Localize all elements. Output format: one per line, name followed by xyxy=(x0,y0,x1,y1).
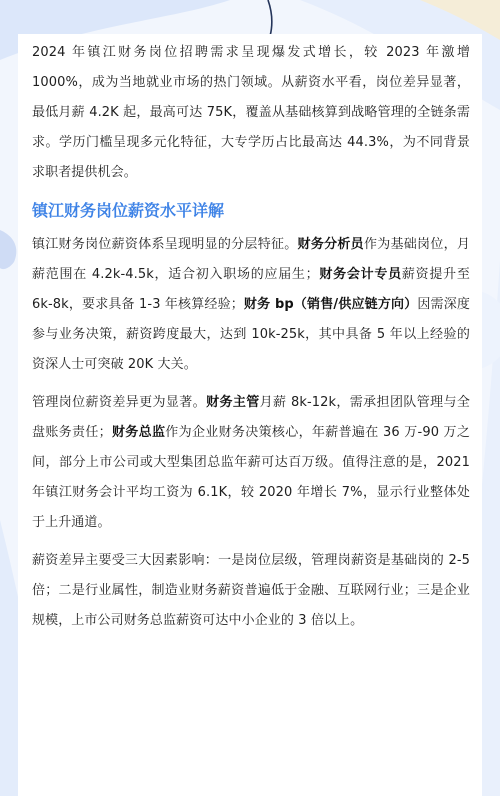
bold-term-accounting-specialist: 财务会计专员 xyxy=(318,267,402,282)
text-segment: 薪资提升至 6k-8k，要求具备 1-3 年核算经验； xyxy=(32,267,470,312)
bold-term-financial-analyst: 财务分析员 xyxy=(297,237,364,252)
text-segment: 作为基础岗位，月薪范围在 4.2k-4.5k，适合初入职场的应届生； xyxy=(32,237,470,282)
text-segment: 月薪 8k-12k，需承担团队管理与全盘账务责任； xyxy=(32,395,470,440)
section-heading: 镇江财务岗位薪资水平详解 xyxy=(32,201,225,220)
article-content xyxy=(32,38,470,644)
text-segment: 管理岗位薪资差异更为显著。 xyxy=(32,395,207,410)
text-segment: 作为企业财务决策核心，年薪普遍在 36 万-90 万之间，部分上市公司或大型集团总监年薪可达百万级。值得注意的是，2021 年镇江财务会计平均工资为 6.1K，较 2020 年增长 7%，显示行业整体处于上升通道。 xyxy=(32,425,470,530)
salary-tier-paragraph xyxy=(32,230,470,380)
management-salary-paragraph xyxy=(32,388,470,538)
bold-term-finance-bp: 财务 bp（销售/供应链方向） xyxy=(243,297,418,312)
text-segment: 镇江财务岗位薪资体系呈现明显的分层特征。 xyxy=(32,237,298,252)
intro-paragraph: 2024 年镇江财务岗位招聘需求呈现爆发式增长，较 2023 年激增 1000%，成为当地就业市场的热门领域。从薪资水平看，岗位差异显著，最低月薪 4.2K 起，最高可达 75K，覆盖从基础核算到战略管理的全链条需求。学历门槛呈现多元化特征，大专学历占比最高达 44.3%，为不同背景求职者提供机会。 xyxy=(32,45,470,180)
bold-term-finance-director: 财务总监 xyxy=(111,425,166,440)
text-segment: 因需深度参与业务决策，薪资跨度最大，达到 10k-25k，其中具备 5 年以上经验的资深人士可突破 20K 大关。 xyxy=(32,297,470,372)
salary-factors-paragraph: 薪资差异主要受三大因素影响：一是岗位层级，管理岗薪资是基础岗的 2-5 倍；二是行业属性，制造业财务薪资普遍低于金融、互联网行业；三是企业规模，上市公司财务总监薪资可达中小企业的 3 倍以上。 xyxy=(32,553,470,628)
bold-term-finance-supervisor: 财务主管 xyxy=(206,395,260,410)
